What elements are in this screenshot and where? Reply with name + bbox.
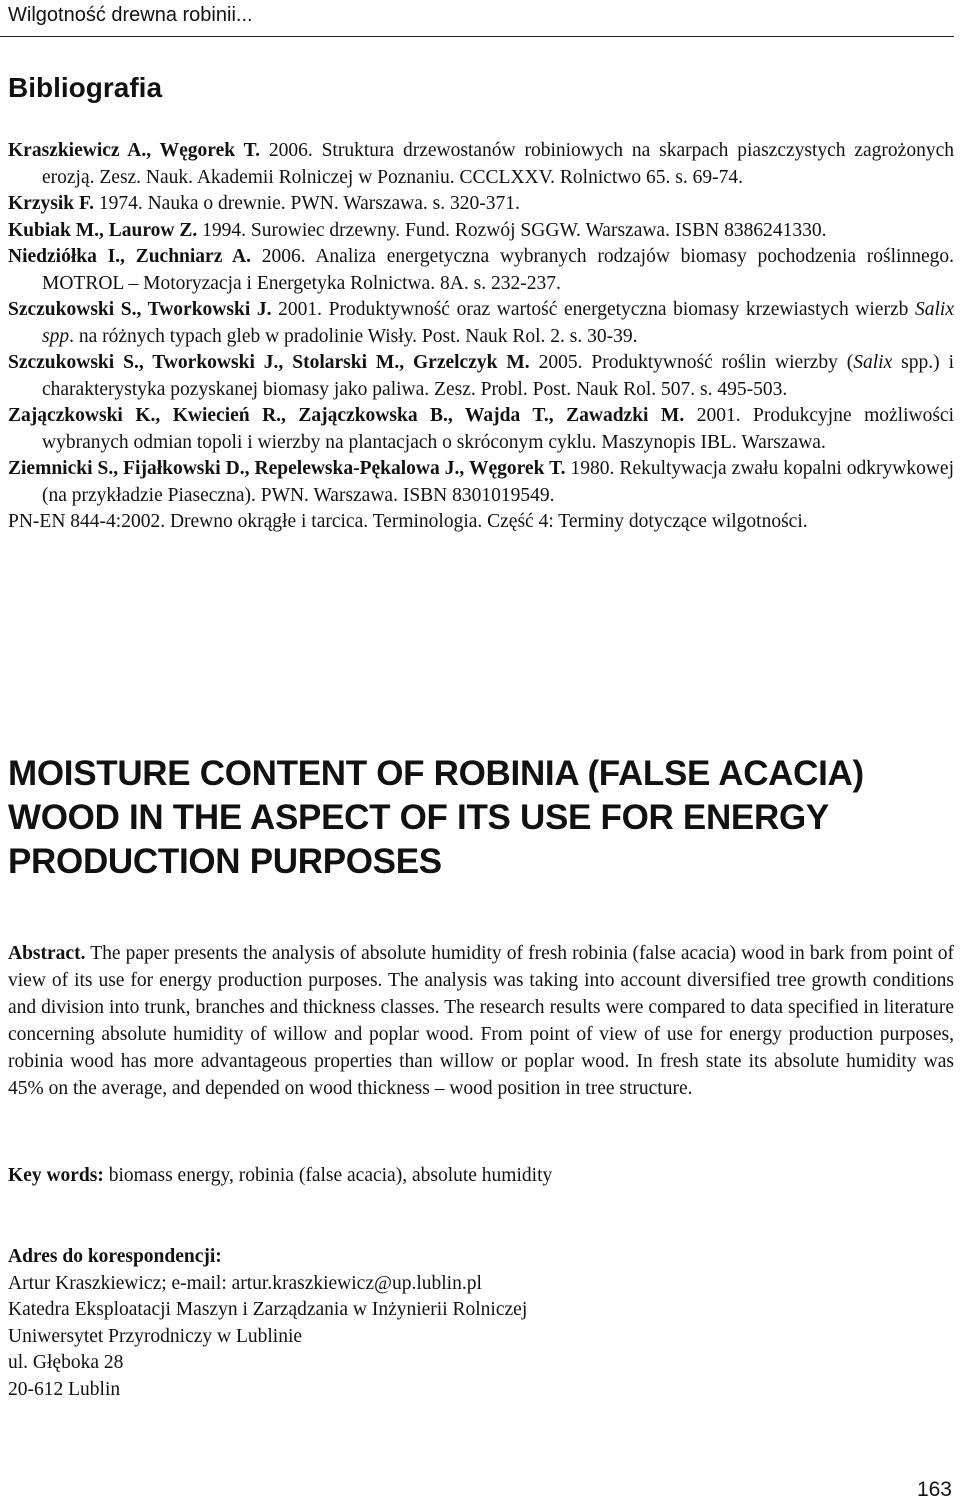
reference-authors: Krzysik F.	[8, 193, 94, 214]
correspondence-label: Adres do korespondencji:	[8, 1246, 222, 1267]
bibliography-list	[8, 138, 954, 536]
reference-details: 2006. Analiza energetyczna wybranych rodzajów biomasy pochodzenia roślinnego. MOTROL – Motoryzacja i Energetyka Rolnictwa. 8A. s. 232-237.	[42, 246, 954, 294]
reference-details: spp.) i charakterystyka pozyskanej biomasy jako paliwa. Zesz. Probl. Post. Nauk Rol. 507. s. 495-503.	[42, 352, 954, 400]
reference-details: 2001. Produktywność oraz wartość energetyczna biomasy krzewiastych wierzb	[271, 299, 915, 320]
keywords-text: biomass energy, robinia (false acacia), absolute humidity	[103, 1165, 553, 1186]
abstract-paragraph	[8, 940, 954, 1102]
keywords-label: Key words:	[8, 1165, 104, 1186]
reference-details: 2006. Struktura drzewostanów robiniowych na skarpach piaszczystych zagrożonych erozją. Zesz. Nauk. Akademii Rolniczej w Poznaniu. CCCLXXV. Rolnictwo 65. s. 69-74.	[42, 140, 954, 188]
abstract-label: Abstract.	[8, 943, 86, 964]
correspondence-line: ul. Głęboka 28	[8, 1352, 124, 1373]
title-line: PRODUCTION PURPOSES	[8, 842, 442, 881]
keywords-paragraph	[8, 1162, 954, 1189]
reference-authors: Kubiak M., Laurow Z.	[8, 219, 198, 241]
reference-item	[8, 138, 954, 191]
reference-item	[8, 244, 954, 297]
reference-details: 2001. Produkcyjne możliwości wybranych odmian topoli i wierzby na plantacjach o skróconym cyklu. Maszynopis IBL. Warszawa.	[42, 405, 954, 453]
correspondence-line: Katedra Eksploatacji Maszyn i Zarządzania w Inżynierii Rolniczej	[8, 1299, 528, 1320]
correspondence-line: 20-612 Lublin	[8, 1378, 121, 1400]
bibliography-heading: Bibliografia	[8, 72, 163, 103]
reference-authors: Niedziółka I., Zuchniarz A.	[8, 246, 252, 267]
correspondence-line: Uniwersytet Przyrodniczy w Lublinie	[8, 1325, 303, 1347]
reference-details: . na różnych typach gleb w pradolinie Wisły. Post. Nauk Rol. 2. s. 30-39.	[69, 325, 638, 347]
reference-authors: Ziemnicki S., Fijałkowski D., Repelewska-Pękalowa J., Węgorek T.	[8, 458, 566, 479]
running-header: Wilgotność drewna robinii...	[8, 4, 253, 26]
reference-details: PN-EN 844-4:2002. Drewno okrągłe i tarcica. Terminologia. Część 4: Terminy dotyczące wilgotności.	[8, 511, 808, 532]
abstract-text: The paper presents the analysis of absolute humidity of fresh robinia (false acacia) wood in bark from point of view of its use for energy production purposes. The analysis was taking into account diversified tree growth conditions and division into trunk, branches and thickness classes. The research results were compared to data specified in literature concerning absolute humidity of willow and poplar wood. From point of view of use for energy production purposes, robinia wood has more advantageous properties than willow or poplar wood. In fresh state its absolute humidity was 45% on the average, and depended on wood thickness – wood position in tree structure.	[8, 943, 954, 1099]
reference-item	[8, 456, 954, 509]
page-number: 163	[916, 1478, 952, 1501]
reference-item	[8, 297, 954, 350]
title-line: MOISTURE CONTENT OF ROBINIA (FALSE ACACIA)	[8, 754, 864, 793]
english-article-title	[8, 752, 954, 884]
reference-item	[8, 191, 954, 218]
reference-italic-term: Salix spp	[42, 299, 954, 347]
reference-authors: Szczukowski S., Tworkowski J.	[8, 299, 272, 320]
correspondence-line: Artur Kraszkiewicz; e-mail: artur.kraszkiewicz@up.lublin.pl	[8, 1272, 482, 1294]
reference-authors: Szczukowski S., Tworkowski J., Stolarski M., Grzelczyk M.	[8, 352, 530, 373]
reference-italic-term: Salix	[853, 352, 893, 373]
reference-authors: Kraszkiewicz A., Węgorek T.	[8, 140, 261, 161]
title-line: WOOD IN THE ASPECT OF ITS USE FOR ENERGY	[8, 798, 829, 837]
reference-item	[8, 509, 954, 536]
reference-authors: Zajączkowski K., Kwiecień R., Zajączkowska B., Wajda T., Zawadzki M.	[8, 405, 685, 426]
reference-item	[8, 350, 954, 403]
reference-details: 1974. Nauka o drewnie. PWN. Warszawa. s. 320-371.	[93, 193, 520, 214]
reference-item	[8, 403, 954, 456]
reference-item	[8, 218, 954, 245]
correspondence-block	[8, 1244, 954, 1403]
reference-details: 2005. Produktywność roślin wierzby (	[529, 352, 854, 373]
reference-details: 1980. Rekultywacja zwału kopalni odkrywkowej (na przykładzie Piaseczna). PWN. Warszawa. ISBN 8301019549.	[42, 458, 954, 506]
header-divider	[0, 36, 954, 37]
reference-details: 1994. Surowiec drzewny. Fund. Rozwój SGGW. Warszawa. ISBN 8386241330.	[197, 219, 827, 241]
